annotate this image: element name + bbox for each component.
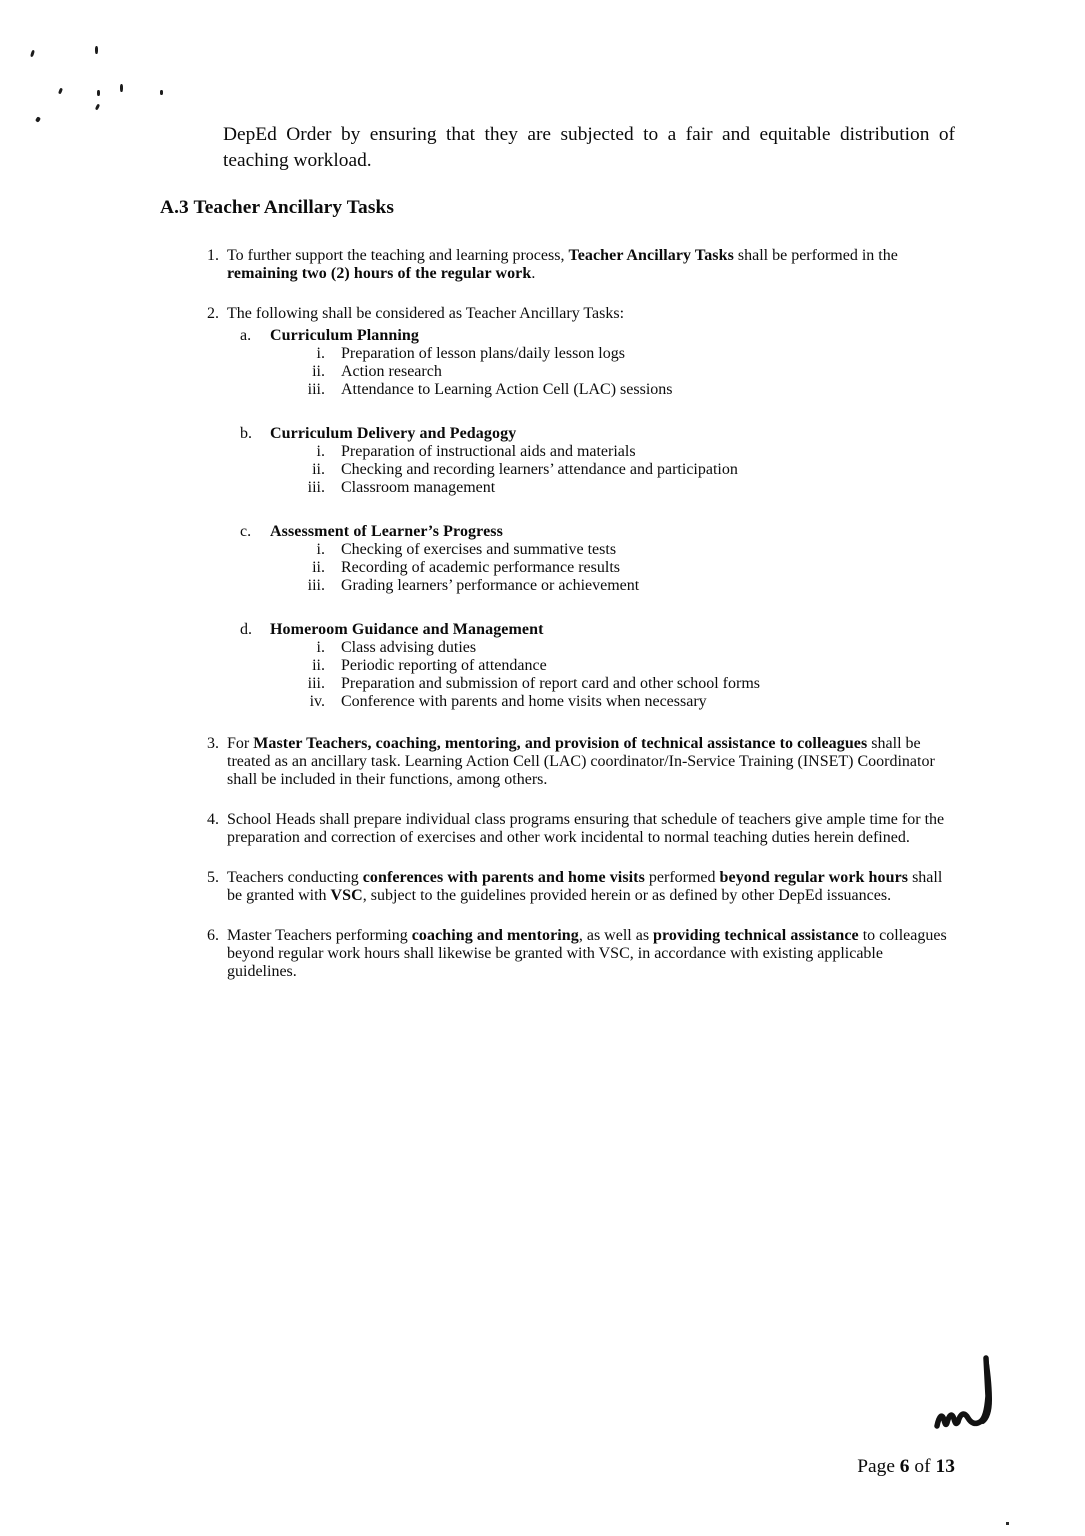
text-run: performed [644, 869, 720, 887]
roman-item [160, 381, 955, 399]
list-marker: ii. [312, 559, 325, 577]
roman-item-text: Grading learners’ performance or achievement [341, 577, 640, 595]
list-marker: iii. [307, 675, 325, 693]
list-marker: 4. [207, 811, 219, 829]
text-run: Teachers conducting [227, 869, 363, 887]
subgroup-c [160, 523, 955, 595]
sublist-heading: Curriculum Delivery and Pedagogy [270, 425, 517, 443]
roman-item-text: Conference with parents and home visits when necessary [341, 693, 707, 711]
list-item-text [227, 735, 935, 788]
text-run: To further support the teaching and learning process, [227, 247, 569, 265]
section-heading: A.3 Teacher Ancillary Tasks [160, 197, 395, 219]
list-item-6 [160, 927, 955, 981]
bold-run: coaching and mentoring [411, 927, 579, 945]
list-marker: a. [240, 327, 252, 345]
bold-run: providing technical assistance [653, 927, 859, 945]
sublist-item-c [160, 523, 955, 541]
page-label-mid: of [909, 1456, 936, 1477]
text-run: For [227, 735, 254, 753]
sublist-item-d [160, 621, 955, 639]
roman-item [160, 363, 955, 381]
text-run: shall be treated as an ancillary task. Learning Action Cell (LAC) coordinator/In-Service Training (INSET) Coordinator shall be included in their functions, among others. [227, 735, 935, 789]
bold-run: VSC [330, 887, 363, 905]
scan-speckle [1006, 1522, 1009, 1525]
list-marker: c. [240, 523, 252, 541]
list-marker: ii. [312, 657, 325, 675]
list-marker: 2. [207, 305, 219, 323]
list-item-text [227, 247, 898, 282]
sublist-heading: Homeroom Guidance and Management [270, 621, 544, 639]
roman-item-text: Attendance to Learning Action Cell (LAC) sessions [341, 381, 673, 399]
list-item-4 [160, 811, 955, 847]
list-marker: iii. [307, 479, 325, 497]
list-marker: i. [316, 345, 325, 363]
subgroup-b [160, 425, 955, 497]
list-marker: iii. [307, 577, 325, 595]
roman-item [160, 675, 955, 693]
roman-item [160, 345, 955, 363]
list-item-text [227, 869, 942, 904]
sublist-heading: Curriculum Planning [270, 327, 420, 345]
list-marker: 6. [207, 927, 219, 945]
text-run: shall be performed in the [733, 247, 898, 265]
roman-item-text: Preparation of instructional aids and materials [341, 443, 636, 461]
roman-item [160, 639, 955, 657]
roman-item-text: Class advising duties [341, 639, 477, 657]
list-marker: i. [316, 639, 325, 657]
text-run: , as well as [578, 927, 654, 945]
list-marker: 3. [207, 735, 219, 753]
list-marker: i. [316, 541, 325, 559]
text-run: Master Teachers performing [227, 927, 412, 945]
bold-run: remaining two (2) hours of the regular work [227, 265, 532, 283]
bold-run: conferences with parents and home visits [362, 869, 645, 887]
roman-item-text: Classroom management [341, 479, 496, 497]
roman-item [160, 693, 955, 711]
list-marker: ii. [312, 363, 325, 381]
roman-item [160, 479, 955, 497]
sublist-heading: Assessment of Learner’s Progress [270, 523, 503, 541]
list-marker: ii. [312, 461, 325, 479]
roman-item-text: Preparation of lesson plans/daily lesson logs [341, 345, 625, 363]
roman-item [160, 559, 955, 577]
roman-item-text: Checking of exercises and summative tests [341, 541, 617, 559]
bold-run: beyond regular work hours [719, 869, 909, 887]
sublist-item-a [160, 327, 955, 345]
text-run: , subject to the guidelines provided herein or as defined by other DepEd issuances. [362, 887, 892, 905]
intro-paragraph: DepEd Order by ensuring that they are subjected to a fair and equitable distribution of teaching workload. [223, 124, 955, 171]
document-body [160, 122, 955, 1003]
scan-speckle [97, 90, 100, 96]
list-marker: b. [240, 425, 252, 443]
page-footer [0, 1456, 955, 1478]
list-marker: iii. [307, 381, 325, 399]
page-total: 13 [935, 1456, 955, 1477]
scan-speckle [95, 104, 100, 111]
roman-item [160, 657, 955, 675]
list-item-5 [160, 869, 955, 905]
text-run: . [531, 265, 536, 283]
bold-run: Teacher Ancillary Tasks [568, 247, 734, 265]
list-marker: i. [316, 443, 325, 461]
list-item-text: School Heads shall prepare individual class programs ensuring that schedule of teachers give ample time for the preparation and correction of exercises and other work incidental to normal teaching duties herein defined. [227, 811, 945, 847]
roman-item-text: Preparation and submission of report card and other school forms [341, 675, 761, 693]
scan-speckle [30, 50, 35, 58]
list-item-text: The following shall be considered as Teacher Ancillary Tasks: [227, 305, 625, 323]
subgroup-d [160, 621, 955, 711]
scan-speckle [95, 46, 98, 54]
list-marker: d. [240, 621, 252, 639]
roman-item [160, 577, 955, 595]
list-item-2 [160, 305, 955, 323]
list-item-3 [160, 735, 955, 789]
scan-speckle [58, 88, 63, 95]
list-item-text [227, 927, 947, 980]
text-run: shall be granted with [227, 869, 943, 905]
list-marker: 1. [207, 247, 219, 265]
scan-speckle [160, 90, 163, 95]
roman-item-text: Checking and recording learners’ attendance and participation [341, 461, 738, 479]
roman-item-text: Recording of academic performance results [341, 559, 620, 577]
list-marker: 5. [207, 869, 219, 887]
bold-run: Master Teachers, coaching, mentoring, and provision of technical assistance to colleagues [253, 735, 868, 753]
roman-item [160, 443, 955, 461]
scan-speckle [35, 116, 41, 122]
handwritten-signature-mark [925, 1352, 1035, 1447]
scan-speckle [120, 84, 123, 92]
roman-item-text: Periodic reporting of attendance [341, 657, 547, 675]
text-run: to colleagues beyond regular work hours shall likewise be granted with VSC, in accordance with existing applicable guidelines. [227, 927, 947, 981]
roman-item [160, 541, 955, 559]
sublist-item-b [160, 425, 955, 443]
roman-item [160, 461, 955, 479]
list-item-1 [160, 247, 955, 283]
page-label-prefix: Page [857, 1456, 900, 1477]
page-number: 6 [899, 1456, 910, 1477]
list-marker: iv. [309, 693, 325, 711]
roman-item-text: Action research [341, 363, 442, 381]
subgroup-a [160, 327, 955, 399]
